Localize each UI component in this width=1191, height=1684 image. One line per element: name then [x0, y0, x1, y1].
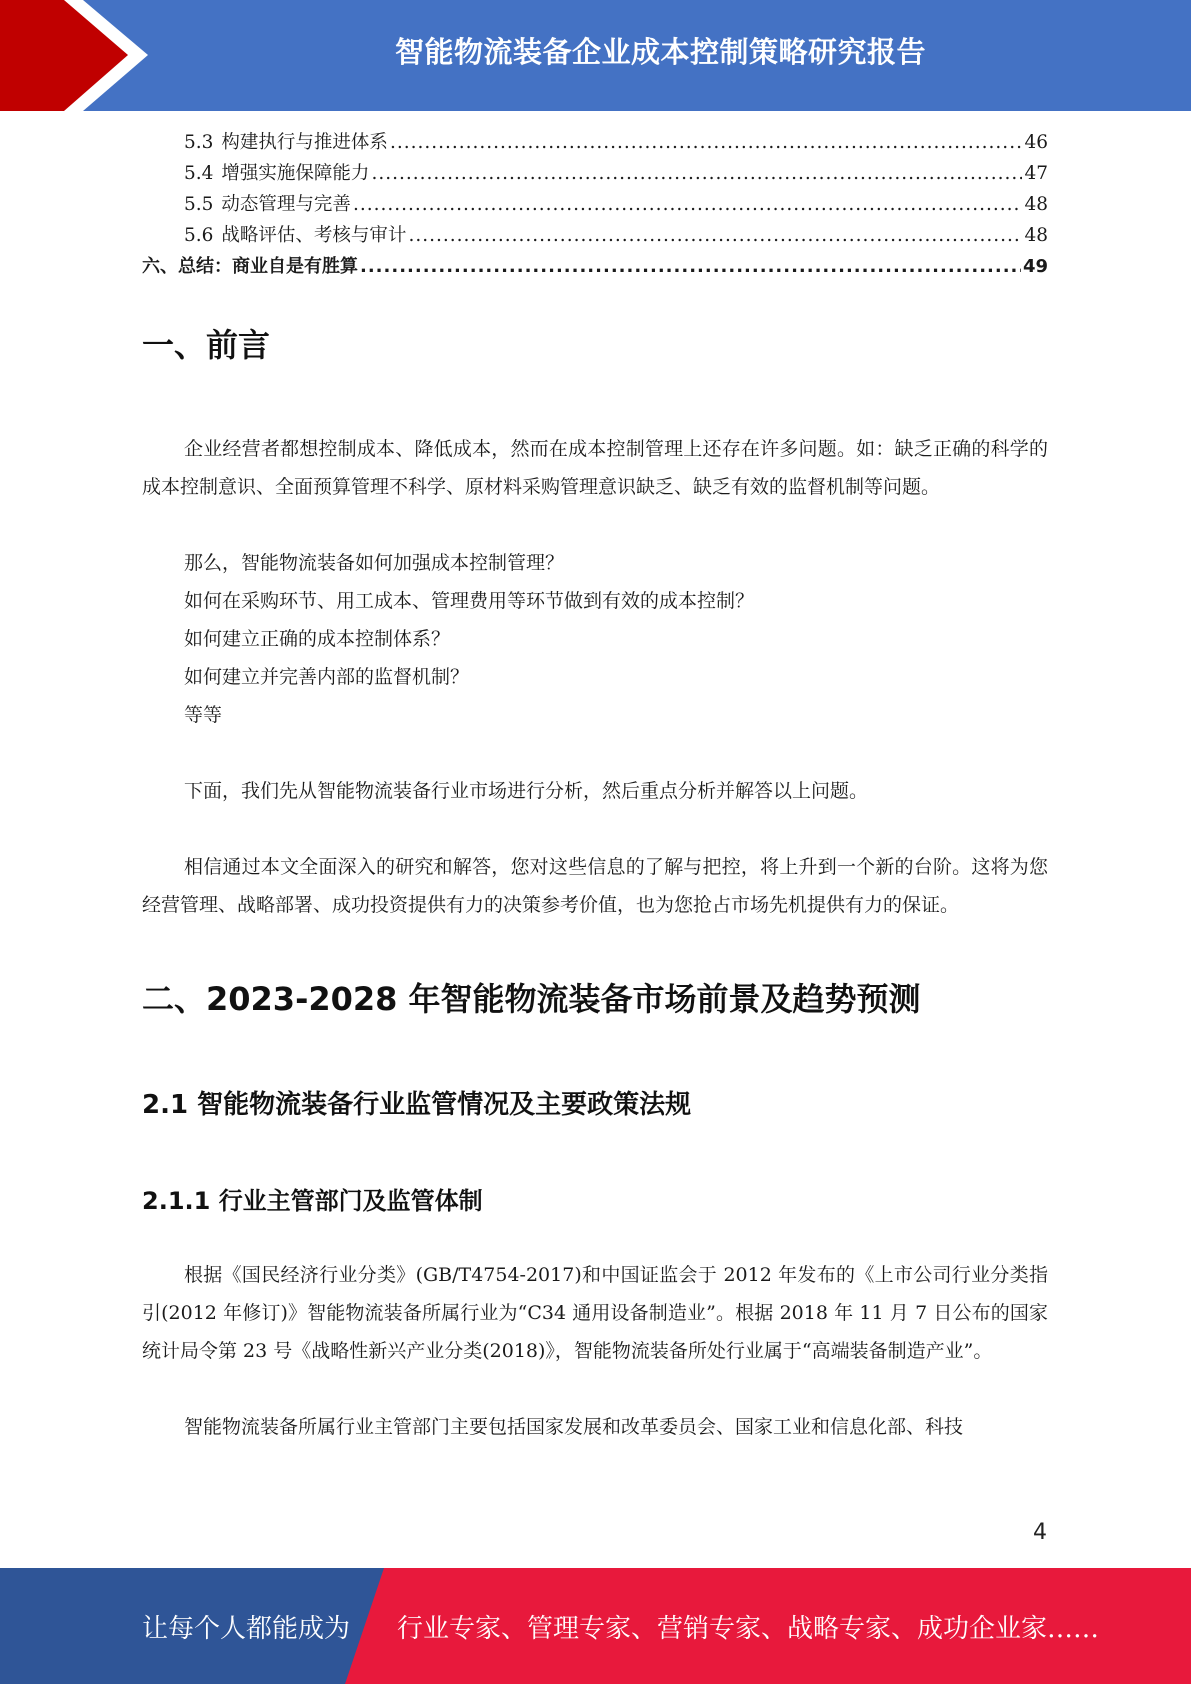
- footer-banner: [0, 1568, 1191, 1684]
- toc-entry[interactable]: [142, 221, 1048, 252]
- toc-entry-page: 48: [1024, 194, 1048, 215]
- report-title: 智能物流装备企业成本控制策略研究报告: [394, 34, 926, 69]
- toc-chapter-entry[interactable]: [142, 252, 1048, 283]
- question-line: 如何建立并完善内部的监督机制？: [184, 666, 470, 688]
- toc-entry-label: 增强实施保障能力: [221, 163, 370, 184]
- paragraph: 企业经营者都想控制成本、降低成本，然而在成本控制管理上还存在许多问题。如：缺乏正确的科学的成本控制意识、全面预算管理不科学、原材料采购管理意识缺乏、缺乏有效的监督机制等问题。: [142, 438, 1048, 498]
- subsection-heading: 2.1 智能物流装备行业监管情况及主要政策法规: [142, 1090, 692, 1120]
- toc-entry-label: 动态管理与完善: [221, 194, 351, 215]
- toc-entry-page: 48: [1024, 225, 1048, 246]
- page-number: 4: [1033, 1520, 1047, 1545]
- paragraph: 相信通过本文全面深入的研究和解答，您对这些信息的了解与把控，将上升到一个新的台阶。这将为您经营管理、战略部署、成功投资提供有力的决策参考价值，也为您抢占市场先机提供有力的保证。: [142, 856, 1048, 916]
- question-line: 如何建立正确的成本控制体系？: [184, 628, 451, 650]
- header-banner: [0, 0, 1191, 111]
- toc-leader-dots: [408, 225, 1022, 246]
- toc-entry-label: 构建执行与推进体系: [221, 132, 388, 153]
- toc-leader-dots: [353, 194, 1023, 215]
- toc-entry-label: 战略评估、考核与审计: [221, 225, 407, 246]
- question-line: 如何在采购环节、用工成本、管理费用等环节做到有效的成本控制？: [184, 590, 755, 612]
- subsubsection-heading: 2.1.1 行业主管部门及监管体制: [142, 1187, 483, 1215]
- toc-entry-label: 六、总结：商业自是有胜算: [142, 256, 358, 277]
- question-line: 等等: [184, 704, 223, 726]
- page-content: [142, 320, 1048, 1446]
- toc-entry-page: 47: [1024, 163, 1048, 184]
- section-heading-preface: 一、前言: [142, 326, 271, 364]
- question-list: [142, 544, 1048, 734]
- paragraph: 智能物流装备所属行业主管部门主要包括国家发展和改革委员会、国家工业和信息化部、科技: [184, 1416, 964, 1438]
- table-of-contents: [142, 128, 1048, 283]
- toc-entry[interactable]: [142, 128, 1048, 159]
- footer-slogan-left: 让每个人都能成为: [142, 1613, 351, 1644]
- paragraph: 根据《国民经济行业分类》(GB/T4754-2017)和中国证监会于 2012 年发布的《上市公司行业分类指引(2012 年修订)》智能物流装备所属行业为“C34 通用设备制造业”。根据 2018 年 11 月 7 日公布的国家统计局令第 23 号《战略性新兴产业分类(2018)》，智能物流装备所处行业属于“高端装备制造产业”。: [142, 1264, 1048, 1362]
- question-line: 那么，智能物流装备如何加强成本控制管理？: [184, 552, 565, 574]
- toc-entry[interactable]: [142, 190, 1048, 221]
- footer-slogan-right: 行业专家、管理专家、营销专家、战略专家、成功企业家……: [397, 1613, 1100, 1644]
- paragraph: 下面，我们先从智能物流装备行业市场进行分析，然后重点分析并解答以上问题。: [184, 780, 869, 802]
- toc-entry-page: 46: [1024, 132, 1048, 153]
- toc-entry-number: 5.3: [184, 132, 214, 153]
- toc-leader-dots: [371, 163, 1022, 184]
- toc-leader-dots: [390, 132, 1023, 153]
- section-heading-market-outlook: 二、2023-2028 年智能物流装备市场前景及趋势预测: [142, 980, 921, 1018]
- toc-entry-number: 5.6: [184, 225, 214, 246]
- toc-leader-dots: [360, 256, 1021, 277]
- toc-entry-number: 5.4: [184, 163, 214, 184]
- toc-entry-page: 49: [1022, 256, 1048, 277]
- toc-entry-number: 5.5: [184, 194, 214, 215]
- toc-entry[interactable]: [142, 159, 1048, 190]
